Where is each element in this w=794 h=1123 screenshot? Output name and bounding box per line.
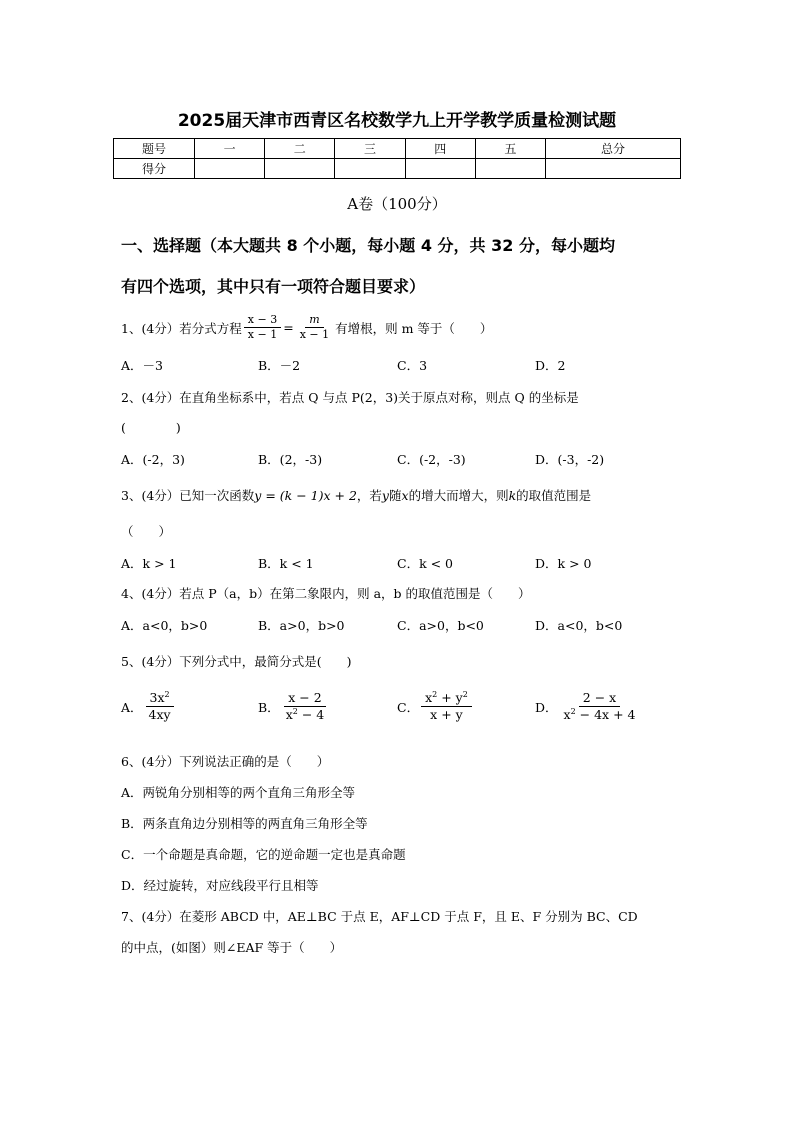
section-heading-line1: 一、选择题（本大题共 8 个小题，每小题 4 分，共 32 分，每小题均 bbox=[121, 236, 615, 255]
score-header-cell: 二 bbox=[265, 139, 335, 159]
q3-var-y: y bbox=[381, 488, 389, 503]
q1-option-b[interactable]: B．－2 bbox=[258, 358, 301, 373]
q5-option-b-label: B． bbox=[258, 699, 280, 715]
q1-frac1-denominator: x − 1 bbox=[247, 328, 278, 342]
q5-option-b-fraction bbox=[282, 690, 329, 724]
q1-equals: = bbox=[283, 320, 294, 336]
q5-b-numerator: x − 2 bbox=[284, 690, 325, 707]
score-header-cell: 三 bbox=[335, 139, 405, 159]
q5-option-a[interactable] bbox=[121, 690, 177, 724]
q3-middle1: ，若 bbox=[356, 488, 382, 503]
question-2-line2: ( ) bbox=[121, 420, 181, 435]
q1-option-a[interactable]: A．－3 bbox=[121, 358, 163, 373]
page-title: 2025届天津市西青区名校数学九上开学教学质量检测试题 bbox=[177, 111, 617, 131]
q5-a-denominator: 4xy bbox=[148, 707, 171, 723]
q5-c-denominator: x + y bbox=[430, 707, 463, 723]
q5-b-den-exponent: 2 bbox=[292, 707, 298, 717]
section-heading-line2: 有四个选项，其中只有一项符合题目要求） bbox=[121, 277, 426, 296]
q4-option-b[interactable]: B．a>0，b>0 bbox=[258, 618, 345, 633]
q3-middle2: 随 bbox=[388, 488, 402, 503]
question-7-line2: 的中点，(如图）则∠EAF 等于（ ） bbox=[121, 940, 343, 955]
q5-d-numerator: 2 − x bbox=[579, 690, 620, 707]
q5-c-num-exponent2: 2 bbox=[462, 690, 468, 699]
question-3-line1 bbox=[121, 486, 591, 504]
score-header-cell: 题号 bbox=[114, 139, 195, 159]
q5-option-d-label: D． bbox=[535, 699, 558, 715]
score-cell[interactable] bbox=[405, 159, 475, 179]
question-6: 6、(4分）下列说法正确的是（ ） bbox=[121, 754, 330, 769]
question-1 bbox=[121, 313, 492, 343]
q5-option-a-label: A． bbox=[121, 699, 143, 715]
q3-prefix: 3、(4分）已知一次函数 bbox=[121, 488, 255, 503]
score-cell[interactable] bbox=[265, 159, 335, 179]
section-subtitle: A卷（100分） bbox=[347, 195, 447, 213]
score-header-cell: 五 bbox=[475, 139, 545, 159]
score-row-label: 得分 bbox=[114, 159, 195, 179]
q5-c-num-exponent: 2 bbox=[432, 690, 438, 699]
q5-option-a-fraction bbox=[145, 690, 175, 724]
q5-option-c-fraction bbox=[421, 690, 472, 724]
q1-fraction-right bbox=[296, 313, 333, 343]
q5-d-den-exponent: 2 bbox=[570, 707, 576, 717]
q1-frac2-numerator: m bbox=[305, 313, 323, 328]
q5-option-d[interactable] bbox=[535, 690, 641, 724]
question-3-line2: （ ） bbox=[121, 524, 172, 539]
q1-suffix: 有增根，则 m 等于（ ） bbox=[335, 320, 493, 336]
score-header-cell: 总分 bbox=[546, 139, 681, 159]
q5-c-num-base: x bbox=[425, 690, 433, 706]
score-table-header-row bbox=[114, 139, 681, 159]
question-2-line1: 2、(4分）在直角坐标系中，若点 Q 与点 P(2，3)关于原点对称，则点 Q 的坐标是 bbox=[121, 390, 579, 405]
q2-option-d[interactable]: D．(-3，-2) bbox=[535, 452, 605, 467]
q2-option-b[interactable]: B．(2，-3) bbox=[258, 452, 323, 467]
score-header-cell: 四 bbox=[405, 139, 475, 159]
q1-frac2-denominator: x − 1 bbox=[299, 328, 330, 342]
q5-option-c[interactable] bbox=[397, 690, 474, 724]
q5-c-num-tail: + y bbox=[437, 690, 463, 706]
q5-option-d-fraction bbox=[560, 690, 640, 724]
q1-option-d[interactable]: D．2 bbox=[535, 358, 566, 373]
q5-a-numerator: 3x bbox=[149, 690, 165, 706]
score-cell[interactable] bbox=[335, 159, 405, 179]
score-cell[interactable] bbox=[546, 159, 681, 179]
question-4: 4、(4分）若点 P（a，b）在第二象限内，则 a，b 的取值范围是（ ） bbox=[121, 586, 531, 601]
q5-b-den-tail: − 4 bbox=[297, 707, 325, 723]
q3-var-k: k bbox=[508, 488, 517, 503]
q3-var-x: x bbox=[401, 488, 409, 503]
score-cell[interactable] bbox=[475, 159, 545, 179]
q2-option-c[interactable]: C．(-2，-3) bbox=[397, 452, 466, 467]
q5-d-den-tail: − 4x + 4 bbox=[575, 707, 636, 723]
q3-option-d[interactable]: D．k > 0 bbox=[535, 556, 592, 571]
score-cell[interactable] bbox=[195, 159, 265, 179]
q3-option-b[interactable]: B．k < 1 bbox=[258, 556, 314, 571]
q3-middle3: 的增大而增大，则 bbox=[408, 488, 509, 503]
q5-option-b[interactable] bbox=[258, 690, 330, 724]
q6-option-c[interactable]: C．一个命题是真命题，它的逆命题一定也是真命题 bbox=[121, 847, 406, 862]
q2-option-a[interactable]: A．(-2，3) bbox=[121, 452, 185, 467]
score-table-score-row bbox=[114, 159, 681, 179]
q3-option-a[interactable]: A．k > 1 bbox=[121, 556, 177, 571]
q5-b-den-base: x bbox=[285, 707, 293, 723]
q5-a-num-exponent: 2 bbox=[164, 690, 170, 699]
q6-option-d[interactable]: D．经过旋转，对应线段平行且相等 bbox=[121, 878, 319, 893]
score-header-cell: 一 bbox=[195, 139, 265, 159]
q5-option-c-label: C． bbox=[397, 699, 420, 715]
q1-frac1-numerator: x − 3 bbox=[244, 313, 281, 328]
q3-option-c[interactable]: C．k < 0 bbox=[397, 556, 454, 571]
q1-prefix: 1、(4分）若分式方程 bbox=[121, 320, 242, 336]
q4-option-d[interactable]: D．a<0，b<0 bbox=[535, 618, 623, 633]
question-5: 5、(4分）下列分式中，最简分式是( ) bbox=[121, 654, 352, 669]
q6-option-b[interactable]: B．两条直角边分别相等的两直角三角形全等 bbox=[121, 816, 368, 831]
q5-d-den-base: x bbox=[563, 707, 571, 723]
q6-option-a[interactable]: A．两锐角分别相等的两个直角三角形全等 bbox=[121, 785, 356, 800]
score-table bbox=[113, 138, 681, 179]
q3-formula: y = (k − 1)x + 2 bbox=[254, 488, 357, 503]
q1-option-c[interactable]: C．3 bbox=[397, 358, 428, 373]
question-7-line1: 7、(4分）在菱形 ABCD 中，AE⊥BC 于点 E，AF⊥CD 于点 F，且 E、F 分别为 BC、CD bbox=[121, 909, 638, 924]
q4-option-c[interactable]: C．a>0，b<0 bbox=[397, 618, 484, 633]
q4-option-a[interactable]: A．a<0，b>0 bbox=[121, 618, 208, 633]
q1-fraction-left bbox=[244, 313, 281, 343]
q3-suffix: 的取值范围是 bbox=[516, 488, 592, 503]
